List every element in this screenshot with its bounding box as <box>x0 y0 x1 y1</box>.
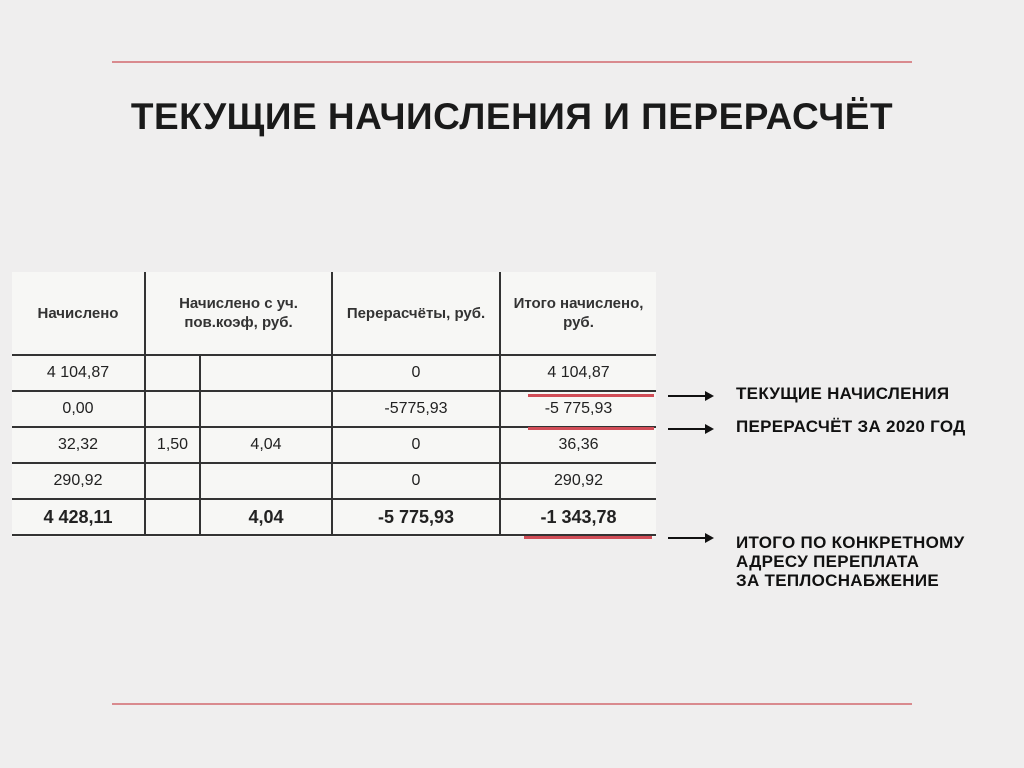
cell-coef-amount: 4,04 <box>200 427 332 463</box>
cell-recalc: 0 <box>332 355 500 391</box>
cell-total: 36,36 <box>500 427 656 463</box>
cell-coef: 1,50 <box>145 427 200 463</box>
annotation-total-line1: ИТОГО ПО КОНКРЕТНОМУ <box>736 533 965 552</box>
annotation-total-line3: ЗА ТЕПЛОСНАБЖЕНИЕ <box>736 571 940 590</box>
total-sum: -1 343,78 <box>500 499 656 535</box>
header-total: Итого начислено, руб. <box>500 272 656 355</box>
table-row <box>12 427 656 463</box>
annotation-recalc-2020: ПЕРЕРАСЧЁТ ЗА 2020 ГОД <box>736 417 966 436</box>
page-title: ТЕКУЩИЕ НАЧИСЛЕНИЯ И ПЕРЕРАСЧЁТ <box>130 96 894 137</box>
cell-coef-amount <box>200 391 332 427</box>
totals-row <box>12 499 656 535</box>
header-recalc: Перерасчёты, руб. <box>332 272 500 355</box>
cell-accrued: 0,00 <box>12 391 145 427</box>
table-row <box>12 355 656 391</box>
marker-recalc <box>528 427 654 430</box>
total-recalc: -5 775,93 <box>332 499 500 535</box>
header-accrued-coef: Начислено с уч. пов.коэф, руб. <box>145 272 332 355</box>
arrow-right-icon <box>668 537 712 539</box>
cell-total: -5 775,93 <box>500 391 656 427</box>
arrow-right-icon <box>668 395 712 397</box>
cell-accrued: 32,32 <box>12 427 145 463</box>
arrow-right-icon <box>668 428 712 430</box>
header-accrued: Начислено <box>12 272 145 355</box>
total-coef <box>145 499 200 535</box>
marker-total <box>524 536 652 539</box>
cell-recalc: -5775,93 <box>332 391 500 427</box>
cell-total: 4 104,87 <box>500 355 656 391</box>
marker-current <box>528 394 654 397</box>
total-accrued: 4 428,11 <box>12 499 145 535</box>
cell-coef <box>145 355 200 391</box>
total-coef-amount: 4,04 <box>200 499 332 535</box>
bottom-divider <box>112 703 912 705</box>
cell-coef-amount <box>200 463 332 499</box>
charges-table <box>12 272 656 536</box>
top-divider <box>112 61 912 63</box>
cell-accrued: 4 104,87 <box>12 355 145 391</box>
table-row <box>12 463 656 499</box>
annotation-total-line2: АДРЕСУ ПЕРЕПЛАТА <box>736 552 920 571</box>
cell-accrued: 290,92 <box>12 463 145 499</box>
cell-recalc: 0 <box>332 427 500 463</box>
cell-coef <box>145 391 200 427</box>
cell-coef-amount <box>200 355 332 391</box>
cell-total: 290,92 <box>500 463 656 499</box>
cell-recalc: 0 <box>332 463 500 499</box>
ledger-scan <box>12 272 656 537</box>
annotation-total <box>736 533 964 590</box>
cell-coef <box>145 463 200 499</box>
annotation-current: ТЕКУЩИЕ НАЧИСЛЕНИЯ <box>736 384 950 403</box>
